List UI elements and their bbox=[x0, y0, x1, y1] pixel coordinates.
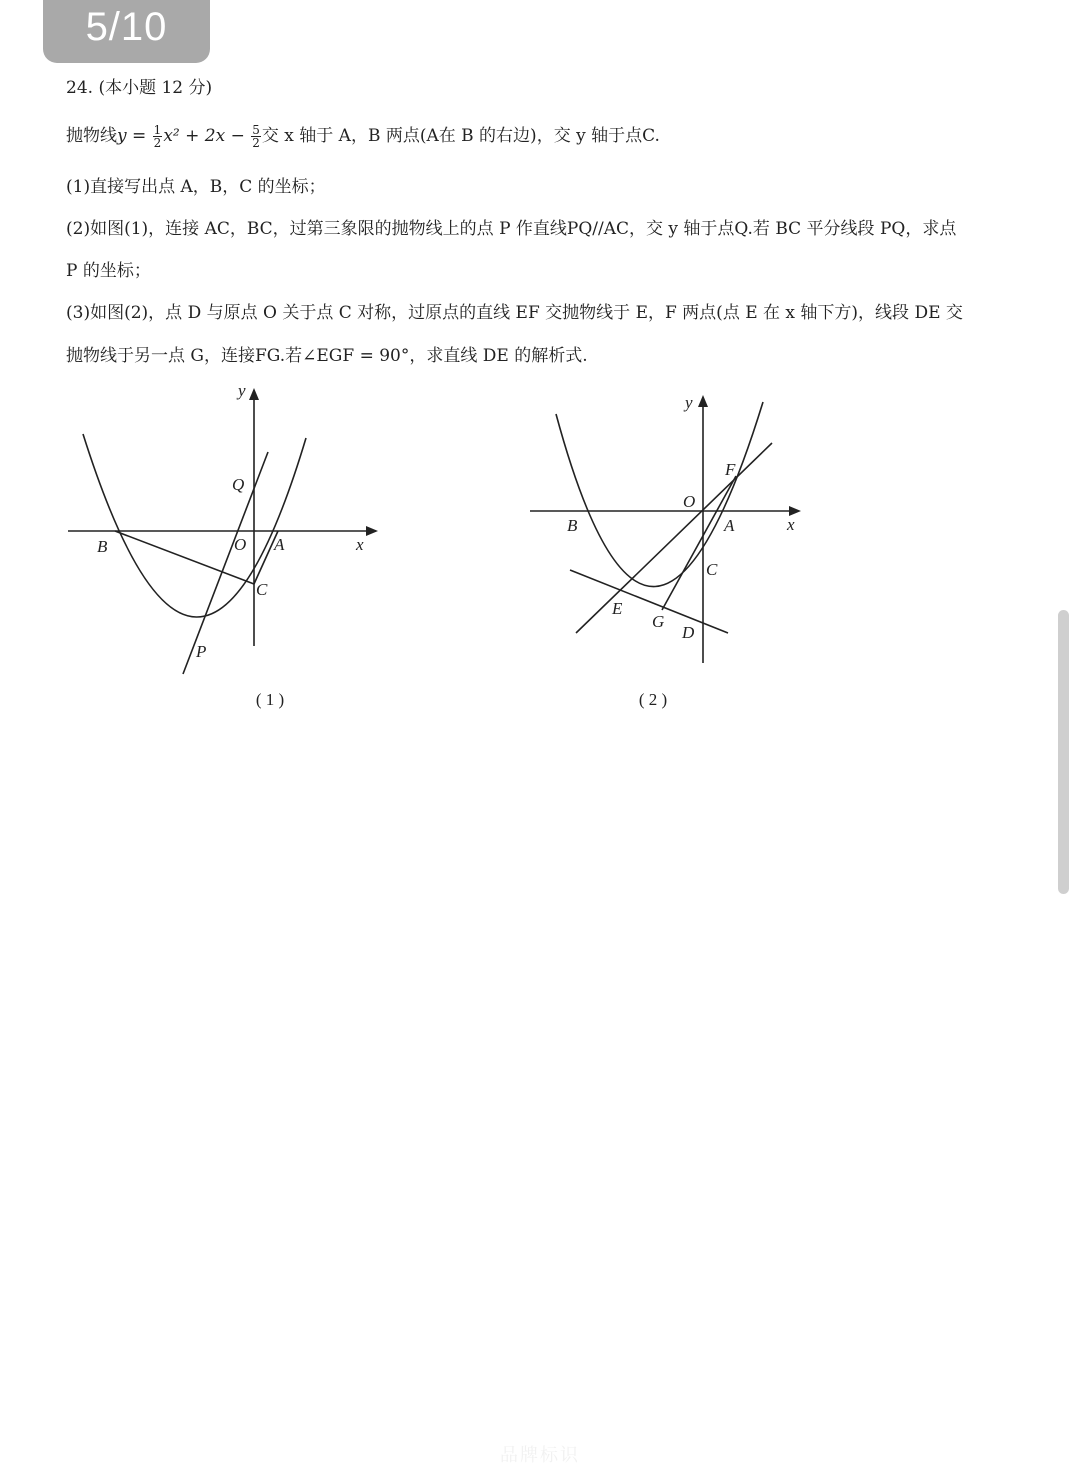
frac1-numerator: 1 bbox=[153, 123, 162, 137]
fig1-y-arrow bbox=[249, 388, 259, 400]
fig2-label-o: O bbox=[683, 492, 696, 511]
fig1-label-x: x bbox=[356, 535, 364, 554]
fig1-label-p: P bbox=[196, 642, 207, 661]
fraction-five-halves bbox=[251, 124, 261, 149]
fig2-label-x: x bbox=[787, 515, 795, 534]
frac1-denominator: 2 bbox=[153, 136, 162, 150]
fig1-label-b: B bbox=[97, 537, 108, 556]
fig2-label-g: G bbox=[652, 612, 665, 631]
stem-eq-y: y bbox=[117, 126, 127, 146]
fig1-label-q: Q bbox=[232, 475, 245, 494]
frac2-denominator: 2 bbox=[252, 136, 260, 150]
fig1-label-c: C bbox=[256, 580, 268, 599]
fig2-label-c: C bbox=[706, 560, 718, 579]
fig2-line-de bbox=[570, 570, 728, 633]
footer-watermark: 品牌标识 bbox=[500, 1445, 580, 1465]
part-3-line-1: (3)如图(2)，点 D 与原点 O 关于点 C 对称，过原点的直线 EF 交抛物线于 E，F 两点(点 E 在 x 轴下方)，线段 DE 交 bbox=[66, 303, 963, 323]
fig1-parabola bbox=[83, 434, 306, 617]
stem-eq-mid: x² + 2x − bbox=[163, 126, 251, 146]
fig1-label-o: O bbox=[234, 535, 247, 554]
stem-prefix: 抛物线 bbox=[66, 126, 117, 146]
fig2-label-a: A bbox=[724, 516, 735, 535]
fig1-x-arrow bbox=[366, 526, 378, 536]
problem-header: 24. (本小题 12 分) bbox=[66, 78, 213, 98]
part-2-line-1: (2)如图(1)，连接 AC，BC，过第三象限的抛物线上的点 P 作直线PQ//AC，交 y 轴于点Q.若 BC 平分线段 PQ，求点 bbox=[66, 219, 957, 239]
stem-eq-equals: = bbox=[126, 126, 152, 146]
fig1-label-a: A bbox=[274, 535, 285, 554]
fig2-y-arrow bbox=[698, 395, 708, 407]
fig2-caption: ( 2 ) bbox=[638, 690, 668, 709]
vertical-scrollbar[interactable] bbox=[1058, 610, 1069, 894]
part-2-line-2: P 的坐标； bbox=[66, 261, 151, 281]
fig2-parabola bbox=[556, 402, 763, 587]
frac2-numerator: 5 bbox=[252, 123, 260, 137]
fig1-caption: ( 1 ) bbox=[255, 690, 285, 709]
fig1-label-y: y bbox=[238, 381, 246, 400]
fig2-label-y: y bbox=[685, 393, 693, 412]
problem-stem bbox=[66, 124, 660, 149]
figure-2 bbox=[520, 385, 820, 715]
figure-1 bbox=[60, 378, 400, 718]
part-3-line-2: 抛物线于另一点 G，连接FG.若∠EGF = 90°，求直线 DE 的解析式. bbox=[66, 346, 588, 366]
fraction-one-half bbox=[153, 124, 163, 149]
fig2-label-d: D bbox=[682, 623, 695, 642]
page-indicator: 5/10 bbox=[43, 0, 210, 63]
fig2-line-fg bbox=[662, 476, 736, 610]
fig2-line-ef bbox=[576, 443, 772, 633]
fig2-label-b: B bbox=[567, 516, 578, 535]
part-1: (1)直接写出点 A，B，C 的坐标； bbox=[66, 177, 326, 197]
stem-suffix: 交 x 轴于 A，B 两点(A在 B 的右边)，交 y 轴于点C. bbox=[261, 126, 660, 146]
fig2-label-e: E bbox=[612, 599, 623, 618]
fig1-line-pq bbox=[183, 452, 268, 674]
fig2-label-f: F bbox=[725, 460, 736, 479]
